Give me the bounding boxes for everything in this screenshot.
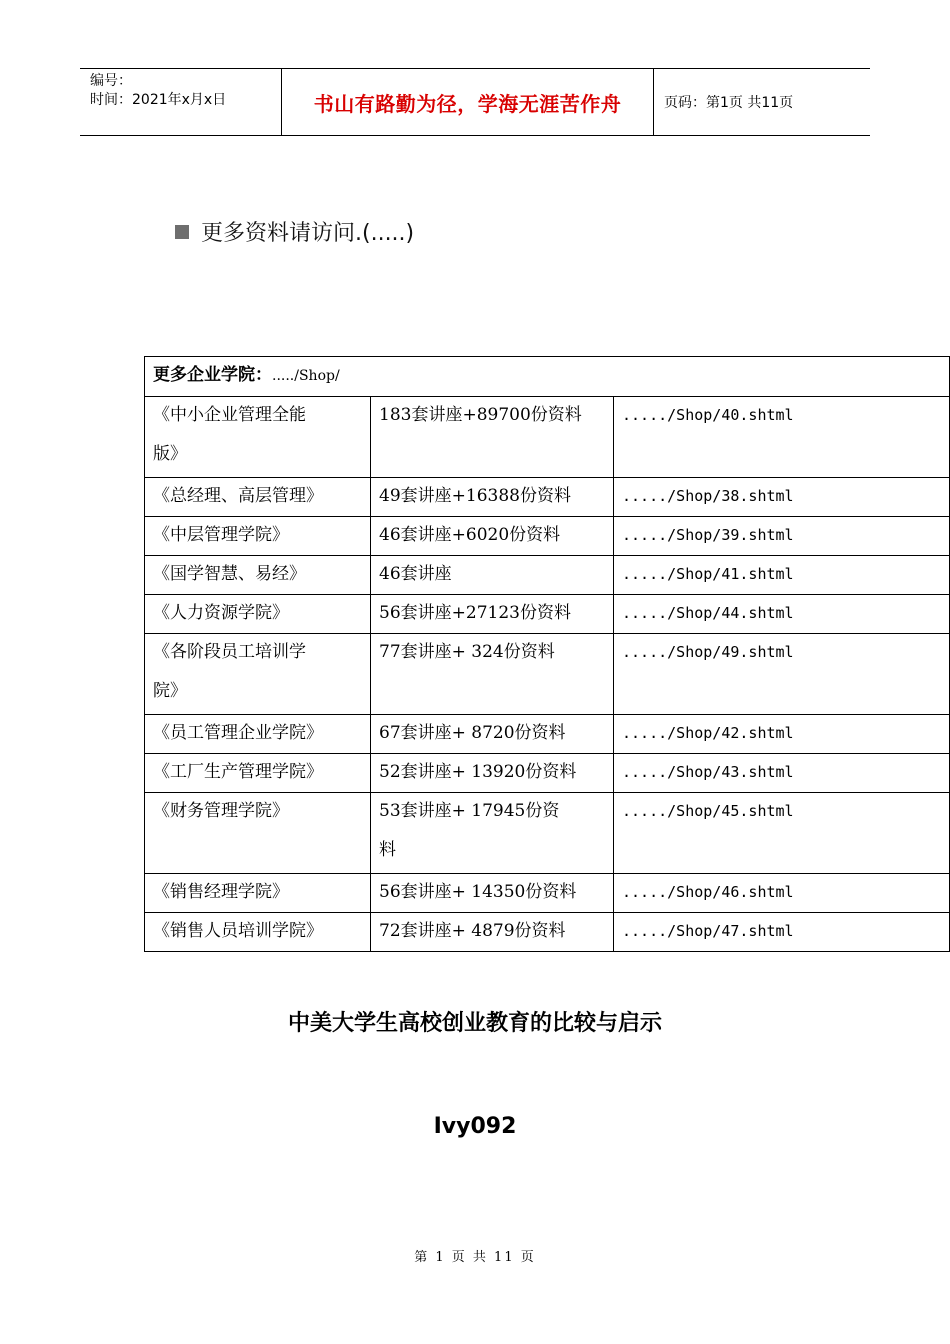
course-name-text: 《工厂生产管理学院》 [153, 762, 323, 782]
course-name-text: 版》 [153, 444, 187, 464]
course-link[interactable]: ...../Shop/40.shtml [622, 406, 794, 424]
course-name-text: 《销售经理学院》 [153, 882, 289, 902]
course-content-cell [371, 478, 614, 517]
course-name-text: 《总经理、高层管理》 [153, 486, 323, 506]
course-link-cell [614, 556, 950, 595]
course-content-text: 56套讲座+ 14350份资料 [379, 882, 577, 902]
course-name-cell [145, 793, 371, 874]
table-row [145, 397, 950, 478]
course-table [144, 356, 950, 952]
table-title-label: 更多企业学院： [153, 365, 272, 385]
course-content-text: 56套讲座+27123份资料 [379, 603, 571, 623]
course-content-cell [371, 595, 614, 634]
course-name-cell [145, 715, 371, 754]
course-link[interactable]: ...../Shop/41.shtml [622, 565, 794, 583]
course-link[interactable]: ...../Shop/38.shtml [622, 487, 794, 505]
document-author: Ivy092 [433, 1114, 517, 1139]
course-name-cell [145, 517, 371, 556]
course-name-cell [145, 478, 371, 517]
course-link[interactable]: ...../Shop/47.shtml [622, 922, 794, 940]
course-link-cell [614, 478, 950, 517]
course-name-cell [145, 634, 371, 715]
course-name-cell [145, 595, 371, 634]
course-content-text: 183套讲座+89700份资料 [379, 405, 582, 425]
course-name-text: 《销售人员培训学院》 [153, 921, 323, 941]
course-link-cell [614, 595, 950, 634]
course-link[interactable]: ...../Shop/39.shtml [622, 526, 794, 544]
course-name-text: 《中小企业管理全能 [153, 405, 306, 425]
table-row [145, 556, 950, 595]
course-name-text: 《各阶段员工培训学 [153, 642, 306, 662]
table-row [145, 517, 950, 556]
course-content-cell [371, 913, 614, 952]
course-content-text: 料 [379, 840, 396, 860]
table-row [145, 595, 950, 634]
course-content-text: 46套讲座 [379, 564, 452, 584]
document-time-label: 时间：2021年x月x日 [90, 92, 227, 108]
course-link[interactable]: ...../Shop/46.shtml [622, 883, 794, 901]
course-content-cell [371, 517, 614, 556]
header-motto: 书山有路勤为径，学海无涯苦作舟 [282, 69, 654, 135]
course-link[interactable]: ...../Shop/43.shtml [622, 763, 794, 781]
document-number-label: 编号： [90, 73, 132, 89]
course-name-text: 《员工管理企业学院》 [153, 723, 323, 743]
course-name-text: 《中层管理学院》 [153, 525, 289, 545]
course-link-cell [614, 517, 950, 556]
course-content-text: 67套讲座+ 8720份资料 [379, 723, 566, 743]
table-row [145, 793, 950, 874]
course-link[interactable]: ...../Shop/42.shtml [622, 724, 794, 742]
course-content-cell [371, 874, 614, 913]
course-link[interactable]: ...../Shop/45.shtml [622, 802, 794, 820]
course-link-cell [614, 634, 950, 715]
header-page-info: 页码：第1页 共11页 [664, 95, 794, 111]
course-name-cell [145, 397, 371, 478]
course-content-cell [371, 793, 614, 874]
course-name-text: 《财务管理学院》 [153, 801, 289, 821]
course-link[interactable]: ...../Shop/44.shtml [622, 604, 794, 622]
table-title-cell [145, 357, 950, 397]
course-content-cell [371, 634, 614, 715]
course-name-cell [145, 874, 371, 913]
course-name-cell [145, 556, 371, 595]
course-content-cell [371, 754, 614, 793]
table-title-row [145, 357, 950, 397]
square-bullet-icon [175, 225, 189, 239]
more-resources-notice [175, 216, 414, 247]
table-row [145, 754, 950, 793]
course-content-text: 49套讲座+16388份资料 [379, 486, 571, 506]
table-row [145, 913, 950, 952]
course-content-cell [371, 715, 614, 754]
course-link[interactable]: ...../Shop/49.shtml [622, 643, 794, 661]
course-content-cell [371, 556, 614, 595]
course-name-text: 《国学智慧、易经》 [153, 564, 306, 584]
course-link-cell [614, 397, 950, 478]
course-name-text: 院》 [153, 681, 187, 701]
document-title: 中美大学生高校创业教育的比较与启示 [287, 1011, 662, 1036]
course-link-cell [614, 874, 950, 913]
course-name-cell [145, 913, 371, 952]
course-name-text: 《人力资源学院》 [153, 603, 289, 623]
notice-text: 更多资料请访问.(.....) [201, 221, 415, 246]
table-row [145, 715, 950, 754]
course-content-cell [371, 397, 614, 478]
course-name-cell [145, 754, 371, 793]
course-content-text: 53套讲座+ 17945份资 [379, 801, 560, 821]
header-meta-cell [80, 69, 282, 135]
table-row [145, 874, 950, 913]
table-row [145, 634, 950, 715]
page-header [80, 68, 870, 136]
course-content-text: 46套讲座+6020份资料 [379, 525, 561, 545]
course-content-text: 77套讲座+ 324份资料 [379, 642, 555, 662]
course-link-cell [614, 793, 950, 874]
page-footer: 第 1 页 共 11 页 [414, 1250, 536, 1265]
course-content-text: 72套讲座+ 4879份资料 [379, 921, 566, 941]
course-link-cell [614, 913, 950, 952]
table-title-url[interactable]: ...../Shop/ [272, 368, 340, 384]
course-content-text: 52套讲座+ 13920份资料 [379, 762, 577, 782]
course-link-cell [614, 715, 950, 754]
course-link-cell [614, 754, 950, 793]
table-row [145, 478, 950, 517]
